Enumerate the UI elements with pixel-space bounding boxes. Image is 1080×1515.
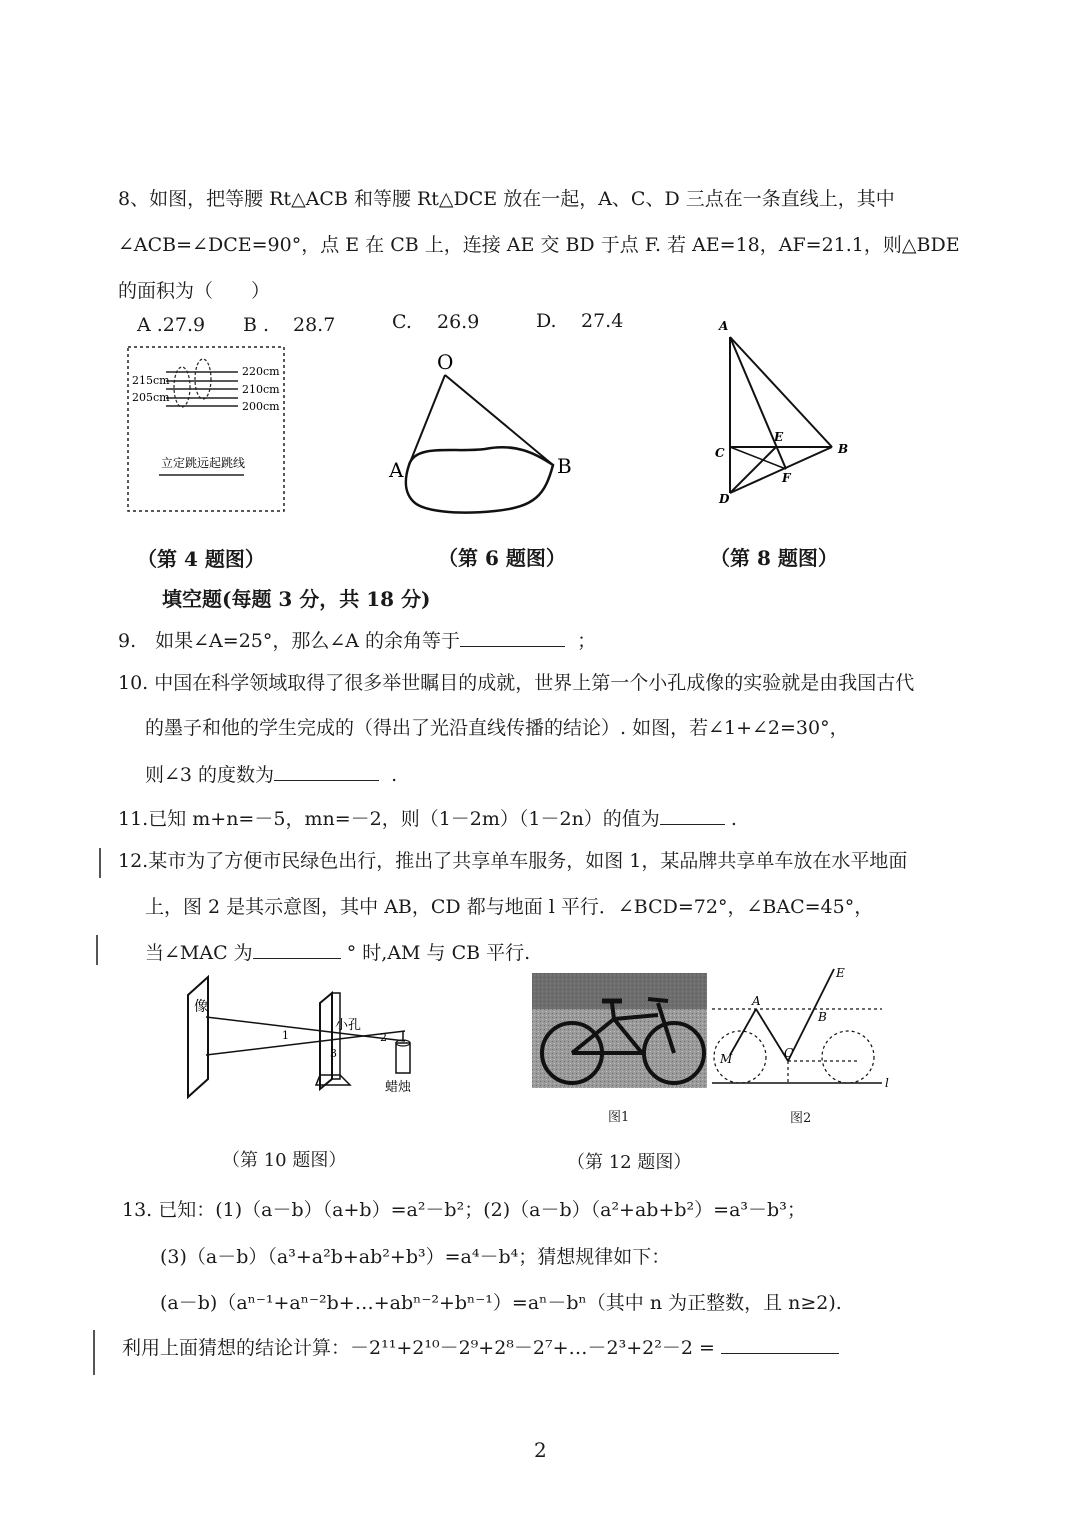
fig12-label-m: M [720, 1052, 733, 1066]
q10-line3 [145, 760, 397, 787]
figure-8 [710, 315, 860, 515]
fig4-mark-200: 200cm [242, 400, 280, 413]
fig12-photo-label: 图1 [608, 1110, 630, 1125]
page-number: 2 [534, 1438, 547, 1462]
fig4-mark-220: 220cm [242, 365, 280, 378]
fig10-label-angle1: 1 [282, 1029, 289, 1042]
q11-text: 11.已知 m+n=－5，mn=－2，则（1－2m）（1－2n）的值为 [118, 808, 660, 830]
q8-option-d-value: 27.4 [581, 310, 624, 332]
q13-line4-text: 利用上面猜想的结论计算：－2¹¹+2¹⁰－2⁹+2⁸－2⁷+…－2³+2²－2 = [122, 1337, 715, 1359]
q8-line2: ∠ACB=∠DCE=90°，点 E 在 CB 上，连接 AE 交 BD 于点 F. 若 AE=18，AF=21.1，则△BDE [118, 234, 960, 256]
q12-line2: 上，图 2 是其示意图，其中 AB，CD 都与地面 l 平行．∠BCD=72°，∠BAC=45°， [145, 896, 874, 918]
fig4-mark-210: 210cm [242, 383, 280, 396]
fig4-caption: （第 4 题图） [137, 547, 265, 571]
q13-line3: (a－b)（aⁿ⁻¹+aⁿ⁻²b+…+abⁿ⁻²+bⁿ⁻¹）=aⁿ－bⁿ（其中 n 为正整数，且 n≥2). [160, 1292, 842, 1314]
q8-option-d-letter: D. [536, 310, 557, 332]
fig12-label-a: A [752, 994, 761, 1008]
fig12-diagram-label: 图2 [790, 1111, 812, 1126]
q9-tail: ； [577, 630, 597, 652]
figure-6 [385, 345, 575, 520]
q8-line1: 8、如图，把等腰 Rt△ACB 和等腰 Rt△DCE 放在一起，A、C、D 三点在一条直线上，其中 [118, 188, 895, 210]
q8-option-a: A .27.9 [137, 314, 206, 336]
q12-answer-blank[interactable] [253, 940, 341, 959]
fig4-takeoff-label: 立定跳远起跳线 [161, 456, 246, 470]
q10-line1: 10. 中国在科学领域取得了很多举世瞩目的成就，世界上第一个小孔成像的实验就是由我国古代 [118, 672, 915, 694]
q13-answer-blank[interactable] [721, 1335, 839, 1354]
margin-mark [96, 935, 98, 965]
q13-line1: 13. 已知：(1)（a－b）（a+b）=a²－b²；(2)（a－b）（a²+ab+b²）=a³－b³； [122, 1199, 806, 1221]
section-title: 填空题(每题 3 分，共 18 分) [162, 587, 431, 611]
figure-12-photo [532, 973, 707, 1088]
q12-line3-text: 当∠MAC 为 [145, 942, 253, 964]
q10-line2: 的墨子和他的学生完成的（得出了光沿直线传播的结论）. 如图，若∠1+∠2=30°， [145, 717, 849, 739]
q10-answer-blank[interactable] [274, 762, 379, 781]
fig12-label-b: B [818, 1010, 827, 1024]
fig10-label-image: 像 [194, 999, 208, 1015]
q9-answer-blank[interactable] [460, 628, 565, 647]
fig12-label-e: E [836, 966, 845, 980]
q8-line3: 的面积为（ ） [118, 280, 271, 302]
q10-line3-text: 则∠3 的度数为 [145, 764, 275, 786]
margin-mark [93, 1330, 95, 1375]
q13-line4 [122, 1333, 839, 1360]
fig12-label-c: C [784, 1046, 794, 1060]
fig10-label-candle: 蜡烛 [385, 1080, 412, 1095]
q12-line3 [145, 938, 530, 965]
q9-text: 9. 如果∠A=25°，那么∠A 的余角等于 [118, 630, 461, 652]
fig10-caption: （第 10 题图） [222, 1150, 347, 1171]
figure-10 [180, 975, 430, 1105]
q11-answer-blank[interactable] [660, 806, 725, 825]
fig10-label-angle2: 2 [380, 1031, 387, 1044]
fig8-label-d: D [719, 492, 730, 506]
q8-option-b-value: 28.7 [293, 314, 336, 336]
fig8-label-b: B [838, 442, 849, 456]
fig12-label-l: l [885, 1076, 889, 1090]
figure-12-diagram [710, 965, 895, 1090]
fig6-label-o: O [437, 350, 454, 374]
fig12-caption: （第 12 题图） [567, 1152, 692, 1173]
margin-mark [99, 848, 101, 878]
fig8-label-e: E [774, 430, 784, 444]
q8-option-c-value: 26.9 [437, 311, 480, 333]
q9 [118, 626, 596, 653]
fig10-label-pinhole: 小孔 [335, 1018, 362, 1033]
fig6-label-a: A [389, 458, 404, 482]
q8-option-c-letter: C. [392, 311, 412, 333]
q8-option-b-letter: B . [243, 314, 270, 336]
fig8-label-a: A [719, 319, 729, 333]
fig8-label-f: F [782, 471, 791, 485]
q13-line2: (3)（a－b）（a³+a²b+ab²+b³）=a⁴－b⁴；猜想规律如下： [160, 1246, 671, 1268]
q11 [118, 804, 737, 831]
q12-tail: ° 时,AM 与 CB 平行. [346, 942, 531, 964]
q10-tail: . [391, 764, 398, 786]
fig6-caption: （第 6 题图） [438, 546, 566, 570]
figure-4 [126, 345, 288, 515]
fig8-caption: （第 8 题图） [710, 546, 838, 570]
q11-tail: . [730, 808, 737, 830]
fig6-label-b: B [557, 454, 572, 478]
fig10-label-angle3: 3 [330, 1047, 337, 1060]
fig4-mark-205: 205cm [132, 391, 170, 404]
fig8-label-c: C [715, 446, 725, 460]
q12-line1: 12.某市为了方便市民绿色出行，推出了共享单车服务，如图 1，某品牌共享单车放在水平地面 [118, 850, 908, 872]
fig4-mark-215: 215cm [132, 374, 170, 387]
